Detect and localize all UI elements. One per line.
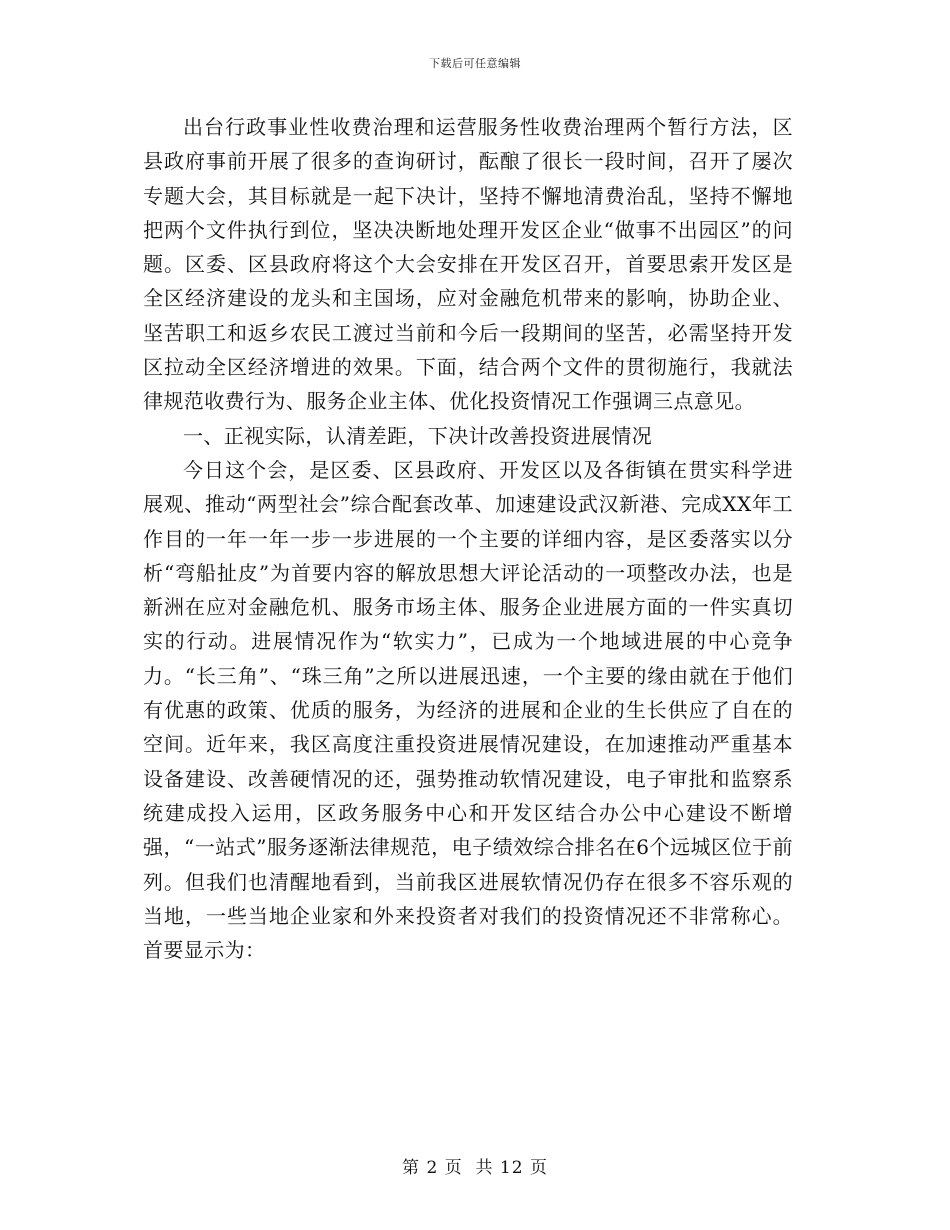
footer-middle: 页 共 [444, 1158, 494, 1178]
page-footer [0, 1153, 950, 1178]
footer-current-page: 2 [426, 1158, 439, 1178]
paragraph-intro: 出台行政事业性收费治理和运营服务性收费治理两个暂行方法，区县政府事前开展了很多的查询研讨，酝酿了很长一段时间，召开了屡次专题大会，其目标就是一起下决计，坚持不懈地清费治乱，坚持不懈地把两个文件执行到位，坚决决断地处理开发区企业“做事不出园区”的问题。区委、区县政府将这个大会安排在开发区召开，首要思索开发区是全区经济建设的龙头和主国场，应对金融危机带来的影响，协助企业、坚苦职工和返乡农民工渡过当前和今后一段期间的坚苦，必需坚持开发区拉动全区经济增进的效果。下面，结合两个文件的贯彻施行，我就法律规范收费行为、服务企业主体、优化投资情况工作强调三点意见。 [143, 115, 793, 414]
paragraph-section-one: 今日这个会，是区委、区县政府、开发区以及各街镇在贯实科学进展观、推动“两型社会”综合配套改革、加速建设武汉新港、完成XX年工作目的一年一年一步一步进展的一个主要的详细内容，是区委落实以分析“弯船扯皮”为首要内容的解放思想大评论活动的一项整改办法，也是新洲在应对金融危机、服务市场主体、服务企业进展方面的一件实真切实的行动。进展情况作为“软实力”，已成为一个地域进展的中心竞争力。“长三角”、“珠三角”之所以进展迅速，一个主要的缘由就在于他们有优惠的政策、优质的服务，为经济的进展和企业的生长供应了自在的空间。近年来，我区高度注重投资进展情况建设，在加速推动严重基本设备建设、改善硬情况的还，强势推动软情况建设，电子审批和监察系统建成投入运用，区政务服务中心和开发区结合办公中心建设不断增强，“一站式”服务逐渐法律规范，电子绩效综合排名在6个远城区位于前列。但我们也清醒地看到，当前我区进展软情况仍存在很多不容乐观的当地，一些当地企业家和外来投资者对我们的投资情况还不非常称心。首要显示为： [143, 457, 793, 963]
footer-prefix: 第 [402, 1158, 421, 1178]
document-body [143, 110, 793, 967]
page-header: 下载后可任意编辑 [429, 57, 521, 70]
footer-suffix: 页 [529, 1158, 548, 1178]
footer-total-pages: 12 [499, 1158, 524, 1178]
section-heading: 一、正视实际，认清差距，下决计改善投资进展情况 [183, 423, 653, 448]
